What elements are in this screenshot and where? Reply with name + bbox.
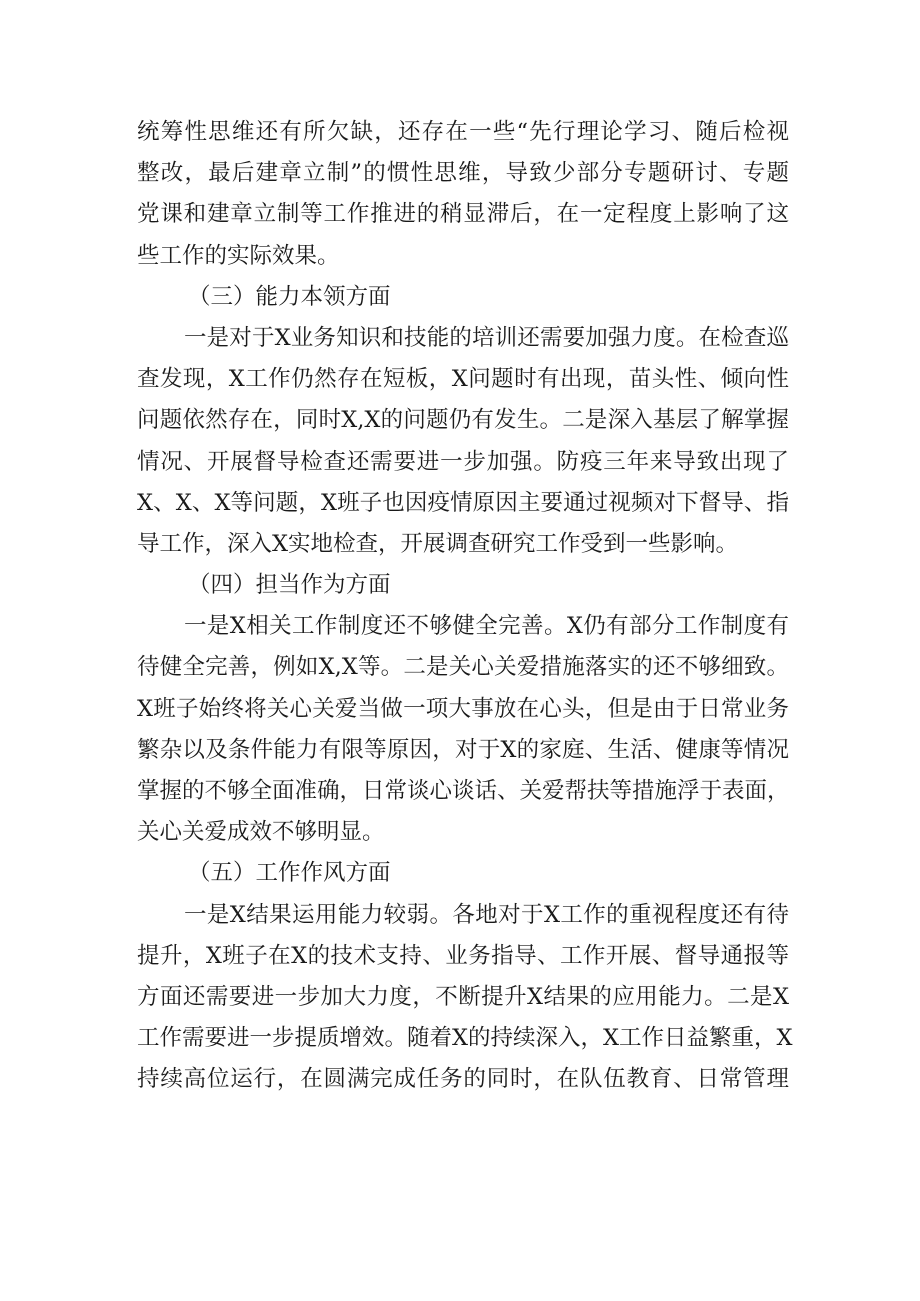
paragraph-line: 繁杂以及条件能力有限等原因，对于X的家庭、生活、健康等情况: [137, 736, 789, 763]
paragraph-line: 一是对于X业务知识和技能的培训还需要加强力度。在检查巡: [184, 324, 789, 351]
section-heading: （三）能力本领方面: [188, 283, 391, 310]
document-body: [137, 112, 793, 1101]
paragraph-line: 问题依然存在，同时X,X的问题仍有发生。二是深入基层了解掌握: [137, 407, 789, 434]
paragraph-line: X、X、X等问题，X班子也因疫情原因主要通过视频对下督导、指: [137, 489, 789, 516]
paragraph-line: X班子始终将关心关爱当做一项大事放在心头，但是由于日常业务: [137, 695, 789, 722]
section-heading: （四）担当作为方面: [188, 572, 391, 599]
paragraph-line: 工作需要进一步提质增效。随着X的持续深入，X工作日益繁重，X: [137, 1025, 793, 1052]
paragraph-line: 导工作，深入X实地检查，开展调查研究工作受到一些影响。: [137, 530, 739, 557]
paragraph-line: 统筹性思维还有所欠缺，还存在一些“先行理论学习、随后检视: [137, 119, 789, 145]
paragraph-line: 一是X结果运用能力较弱。各地对于X工作的重视程度还有待: [184, 901, 789, 928]
paragraph-line: 整改，最后建章立制”的惯性思维，导致少部分专题研讨、专题: [137, 160, 789, 187]
paragraph-line: 关心关爱成效不够明显。: [137, 819, 385, 846]
paragraph-line: 情况、开展督导检查还需要进一步加强。防疫三年来导致出现了: [137, 448, 789, 475]
paragraph-line: 党课和建章立制等工作推进的稍显滞后，在一定程度上影响了这: [137, 201, 789, 228]
paragraph-line: 查发现，X工作仍然存在短板，X问题时有出现，苗头性、倾向性: [137, 366, 789, 393]
paragraph-line: 待健全完善，例如X,X等。二是关心关爱措施落实的还不够细致。: [137, 654, 789, 681]
paragraph-line: 掌握的不够全面准确，日常谈心谈话、关爱帮扶等措施浮于表面，: [137, 778, 790, 804]
paragraph-line: 提升，X班子在X的技术支持、业务指导、工作开展、督导通报等: [137, 942, 789, 969]
paragraph-line: 方面还需要进一步加大力度，不断提升X结果的应用能力。二是X: [137, 983, 789, 1010]
paragraph-line: 持续高位运行，在圆满完成任务的同时，在队伍教育、日常管理: [137, 1066, 789, 1093]
paragraph-line: 些工作的实际效果。: [137, 242, 340, 269]
paragraph-line: 一是X相关工作制度还不够健全完善。X仍有部分工作制度有: [184, 613, 789, 640]
section-heading: （五）工作作风方面: [188, 860, 391, 887]
